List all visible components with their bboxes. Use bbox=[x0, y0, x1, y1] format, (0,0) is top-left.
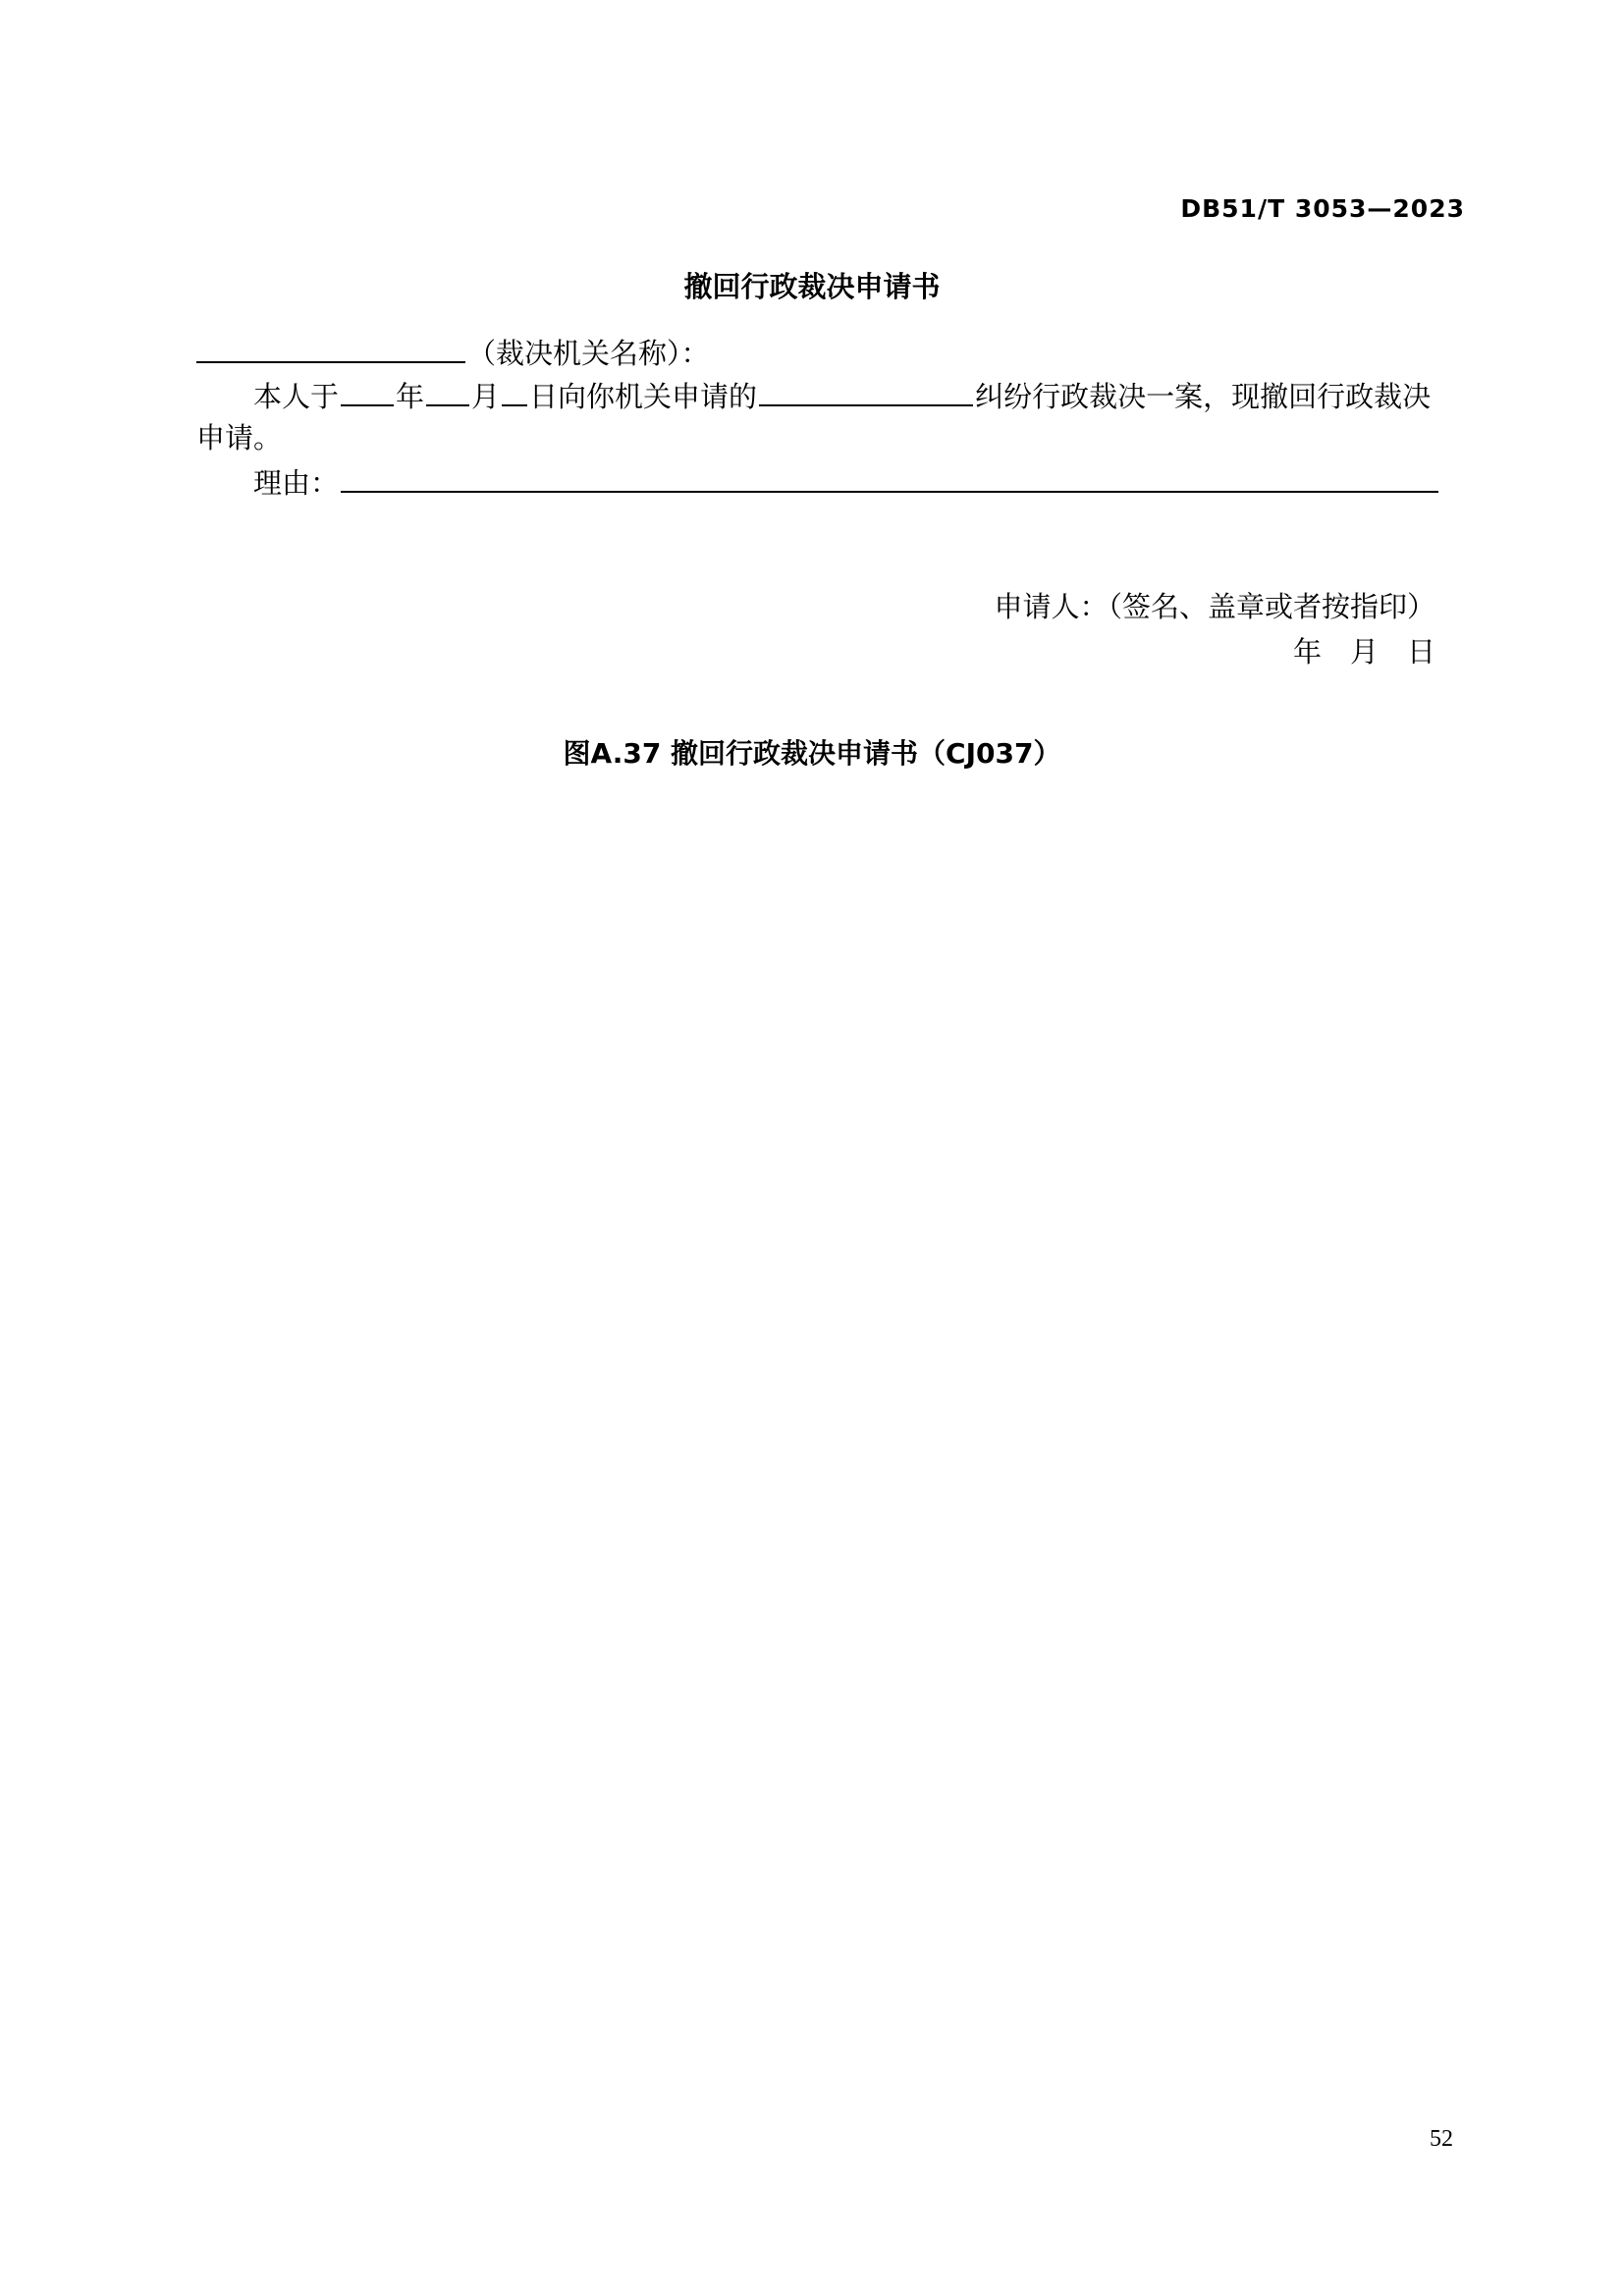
reason-line bbox=[253, 459, 1440, 505]
standard-code: DB51/T 3053—2023 bbox=[1180, 194, 1465, 223]
year-blank[interactable] bbox=[341, 373, 394, 406]
figure-caption: 图A.37 撤回行政裁决申请书（CJ037） bbox=[563, 737, 1061, 770]
signature-date: 年 月 日 bbox=[1292, 635, 1435, 668]
reason-label: 理由： bbox=[253, 466, 340, 500]
dispute-blank[interactable] bbox=[759, 373, 973, 406]
addressee-line bbox=[196, 330, 710, 375]
reason-blank[interactable] bbox=[341, 459, 1438, 493]
authority-name-blank[interactable] bbox=[196, 330, 465, 363]
body-suffix: 纠纷行政裁决一案，现撤回行政裁决 bbox=[975, 380, 1432, 413]
form-title: 撤回行政裁决申请书 bbox=[683, 270, 941, 303]
year-label: 年 bbox=[396, 380, 425, 413]
day-blank[interactable] bbox=[502, 373, 527, 406]
body-line-2: 申请。 bbox=[196, 421, 283, 454]
month-blank[interactable] bbox=[426, 373, 469, 406]
applicant-signature: 申请人：（签名、盖章或者按指印） bbox=[994, 590, 1435, 623]
body-line-1 bbox=[253, 373, 1431, 418]
page-number: 52 bbox=[1430, 2126, 1453, 2152]
day-text: 日向你机关申请的 bbox=[529, 380, 758, 413]
addressee-suffix: （裁决机关名称）： bbox=[467, 337, 710, 370]
month-label: 月 bbox=[471, 380, 501, 413]
body-prefix: 本人于 bbox=[253, 380, 340, 413]
